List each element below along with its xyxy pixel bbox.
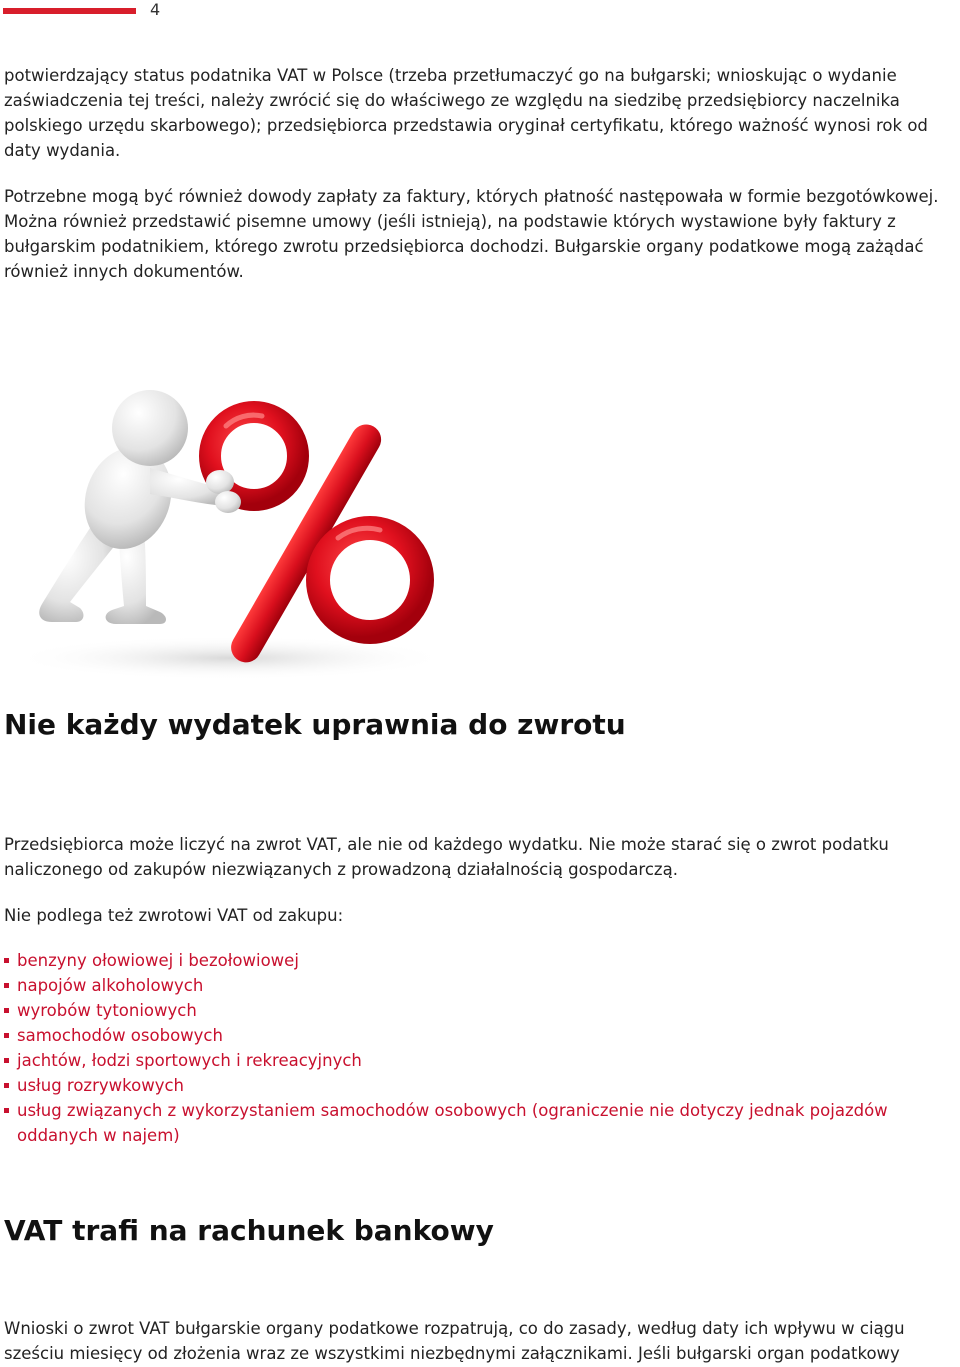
paragraph-certificate [4,63,956,163]
text-line: polskiego urzędu skarbowego); przedsiębiorca przedstawia oryginał certyfikatu, którego ważność wynosi rok od [4,116,928,135]
list-item [4,998,956,1023]
percent-sign-pushing-figure-icon [0,378,460,690]
percent-illustration [0,378,460,690]
bullet-square-icon [4,983,9,988]
text-line: Wnioski o zwrot VAT bułgarskie organy podatkowe rozpatrują, co do zasady, według daty ich wpływu w ciągu [4,1319,905,1338]
text-line: potwierdzający status podatnika VAT w Polsce (trzeba przetłumaczyć go na bułgarski; wnioskując o wydanie [4,66,897,85]
bullet-square-icon [4,958,9,963]
text-line: również innych dokumentów. [4,262,244,281]
list-intro: Nie podlega też zwrotowi VAT od zakupu: [4,906,344,925]
paragraph-refund-procedure [4,1316,956,1366]
bullet-square-icon [4,1108,9,1113]
list-item [4,948,956,973]
list-item-text: benzyny ołowiowej i bezołowiowej [17,951,299,970]
text-line: bułgarskim podatnikiem, którego zwrotu przedsiębiorca dochodzi. Bułgarskie organy podatkowe mogą zażądać [4,237,924,256]
list-item [4,1073,956,1098]
bullet-square-icon [4,1033,9,1038]
list-item-text: jachtów, łodzi sportowych i rekreacyjnych [17,1051,362,1070]
paragraph-eligibility [4,832,956,882]
list-item-text: usług rozrywkowych [17,1076,184,1095]
text-line: daty wydania. [4,141,121,160]
section-heading-bank-account: VAT trafi na rachunek bankowy [4,1214,494,1247]
list-item-text: wyrobów tytoniowych [17,1001,197,1020]
header-accent-bar [3,8,136,14]
list-item-text: usług związanych z wykorzystaniem samochodów osobowych (ograniczenie nie dotyczy jednak pojazdów [17,1101,888,1120]
list-item-text: napojów alkoholowych [17,976,204,995]
text-line: Potrzebne mogą być również dowody zapłaty za faktury, których płatność następowała w formie bezgotówkowej. [4,187,939,206]
text-line: naliczonego od zakupów niezwiązanych z prowadzoną działalnością gospodarczą. [4,860,678,879]
bullet-square-icon [4,1058,9,1063]
excluded-purchases-list [4,948,956,1148]
list-item-text: samochodów osobowych [17,1026,223,1045]
list-item [4,1023,956,1048]
paragraph-payment-proofs [4,184,956,284]
bullet-square-icon [4,1008,9,1013]
page-number: 4 [150,0,161,19]
list-item-text: oddanych w najem) [17,1126,180,1145]
text-line: zaświadczenia tej treści, należy zwrócić się do właściwego ze względu na siedzibę przedsiębiorcy naczelnika [4,91,900,110]
section-heading-eligibility: Nie każdy wydatek uprawnia do zwrotu [4,708,626,741]
text-line: sześciu miesięcy od złożenia wraz ze wszystkimi niezbędnymi załącznikami. Jeśli bułgarski organ podatkowy [4,1344,900,1363]
bullet-square-icon [4,1083,9,1088]
list-item [4,973,956,998]
text-line: Przedsiębiorca może liczyć na zwrot VAT, ale nie od każdego wydatku. Nie może starać się o zwrot podatku [4,835,889,854]
text-line: Można również przedstawić pisemne umowy (jeśli istnieją), na podstawie których wystawione były faktury z [4,212,896,231]
list-item [4,1098,956,1148]
list-item [4,1048,956,1073]
